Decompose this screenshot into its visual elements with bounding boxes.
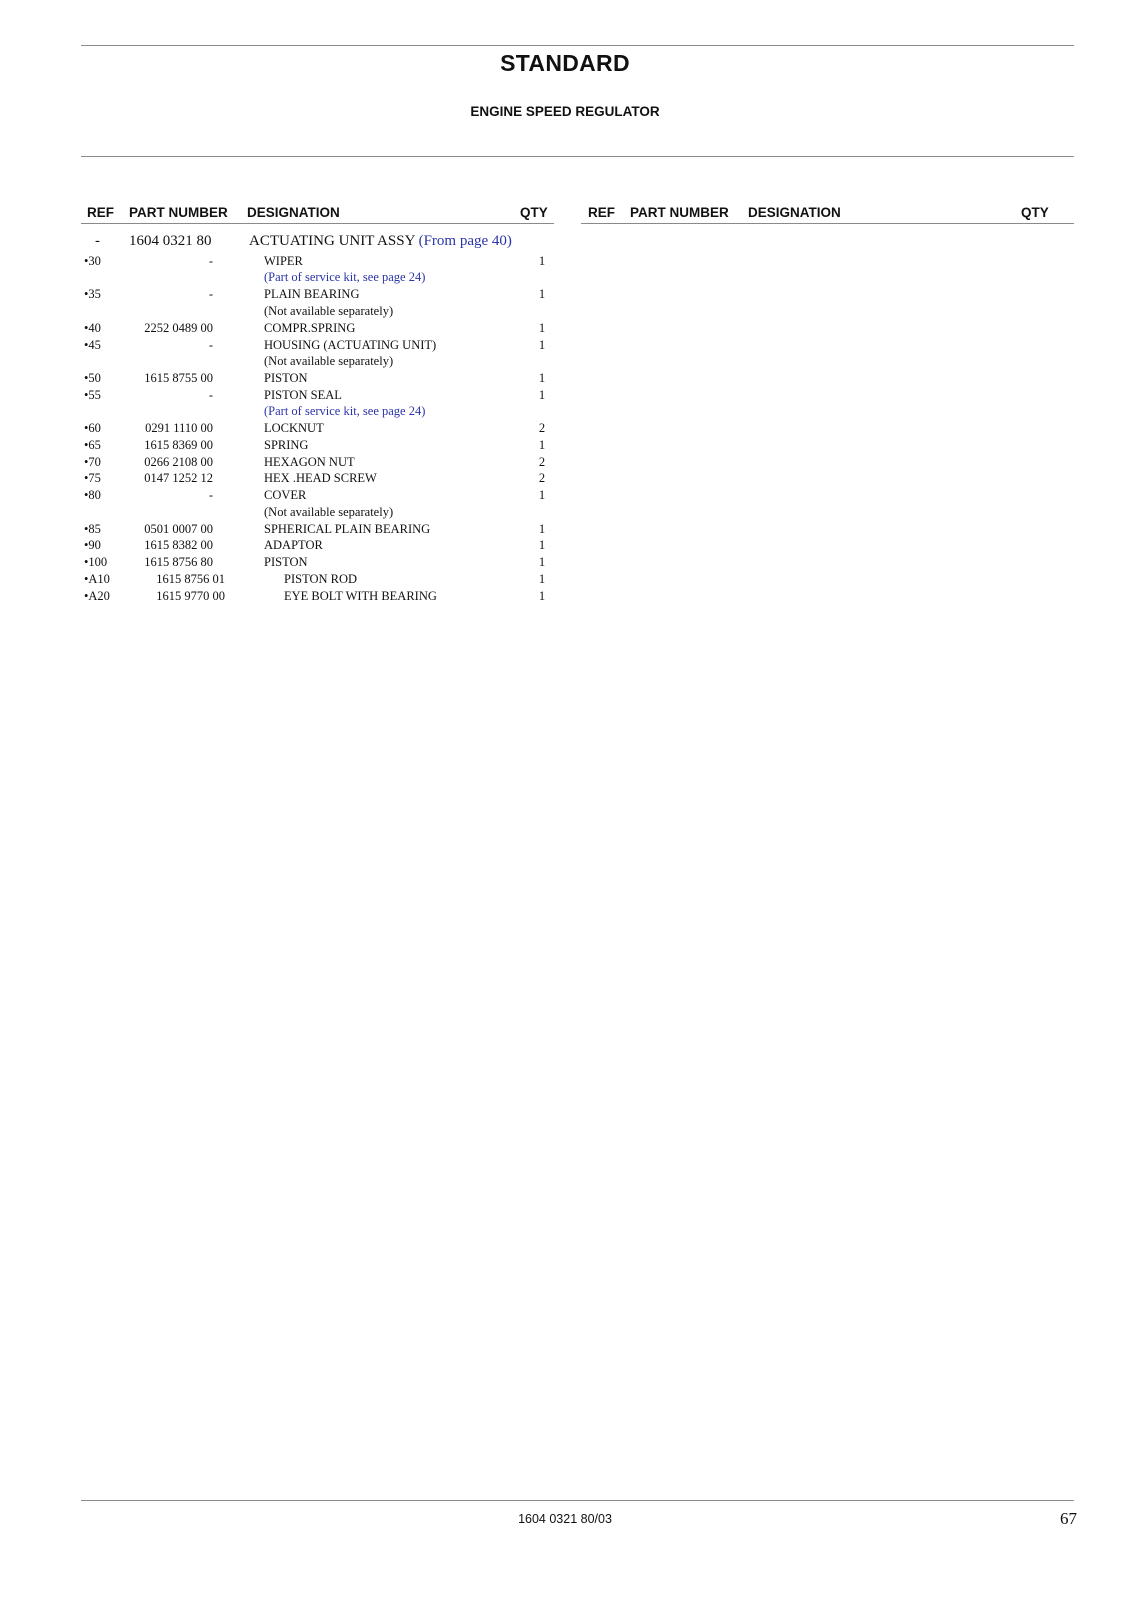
ref-cell: •100 [84,555,108,569]
qty-cell: 1 [538,589,546,603]
ref-cell: •85 [84,522,101,536]
ref-cell: •30 [84,254,101,268]
qty-cell: 1 [538,254,546,268]
page-subtitle: ENGINE SPEED REGULATOR [470,104,660,119]
service-kit-link[interactable]: (Part of service kit, see page 24) [264,404,426,418]
part-number-cell: 0501 0007 00 [144,522,213,536]
ref-cell: •60 [84,421,101,435]
part-number-cell: 1615 8382 00 [144,538,213,552]
ref-cell: •80 [84,488,101,502]
table-row [0,254,1130,271]
qty-cell: 1 [538,555,546,569]
part-number-cell: 1615 8756 01 [156,572,225,586]
ref-cell: •65 [84,438,101,452]
page-number: 67 [1060,1509,1077,1528]
ref-cell: •A20 [84,589,110,603]
designation-cell: SPHERICAL PLAIN BEARING [264,522,431,536]
availability-note: (Not available separately) [264,354,394,368]
qty-cell: 2 [538,455,546,469]
footer-rule [81,1500,1074,1501]
designation-cell: PISTON [264,371,308,385]
table-row [0,522,1130,539]
part-number-cell: 1615 8756 80 [144,555,213,569]
qty-cell: 1 [538,287,546,301]
table-row [0,438,1130,455]
document-code: 1604 0321 80/03 [518,1512,612,1526]
designation-cell: WIPER [264,254,303,268]
col-qty-right: QTY [1021,205,1049,220]
qty-cell: 1 [538,338,546,352]
qty-cell: 1 [538,321,546,335]
availability-note: (Not available separately) [264,505,394,519]
qty-cell: 1 [538,522,546,536]
col-designation-left: DESIGNATION [247,205,340,220]
ref-cell: •50 [84,371,101,385]
qty-cell: 2 [538,471,546,485]
designation-cell: HEXAGON NUT [264,455,355,469]
table-row [0,421,1130,438]
table-row [0,455,1130,472]
designation-cell: HEX .HEAD SCREW [264,471,377,485]
col-ref-left: REF [87,205,114,220]
table-row [0,555,1130,572]
part-number-cell: 0291 1110 00 [145,421,213,435]
table-row [0,371,1130,388]
part-number-cell: - [208,488,213,502]
assembly-ref: - [95,233,100,249]
designation-cell: EYE BOLT WITH BEARING [284,589,437,603]
ref-cell: •70 [84,455,101,469]
designation-cell: LOCKNUT [264,421,324,435]
page-title: STANDARD [500,50,630,76]
designation-cell: COVER [264,488,307,502]
table-row [0,471,1130,488]
ref-cell: •75 [84,471,101,485]
qty-cell: 1 [538,388,546,402]
part-number-cell: 1615 9770 00 [156,589,225,603]
designation-cell: PISTON ROD [284,572,358,586]
ref-cell: •A10 [84,572,110,586]
designation-cell: COMPR.SPRING [264,321,356,335]
assembly-designation-text: ACTUATING UNIT ASSY [249,233,415,249]
table-row [0,388,1130,405]
ref-cell: •40 [84,321,101,335]
ref-cell: •55 [84,388,101,402]
availability-note: (Not available separately) [264,304,394,318]
ref-cell: •45 [84,338,101,352]
col-qty-left: QTY [520,205,548,220]
part-number-cell: - [208,287,213,301]
col-ref-right: REF [588,205,615,220]
designation-cell: ADAPTOR [264,538,323,552]
designation-cell: SPRING [264,438,309,452]
table-row [0,538,1130,555]
designation-cell: PISTON [264,555,308,569]
designation-cell: PISTON SEAL [264,388,342,402]
assembly-part-number: 1604 0321 80 [129,233,212,249]
table-row [0,572,1130,589]
col-part-number-right: PART NUMBER [630,205,729,220]
part-number-cell: - [208,254,213,268]
qty-cell: 1 [538,488,546,502]
part-number-cell: 2252 0489 00 [144,321,213,335]
col-part-number-left: PART NUMBER [129,205,228,220]
part-number-cell: 0266 2108 00 [144,455,213,469]
ref-cell: •35 [84,287,101,301]
qty-cell: 1 [538,371,546,385]
part-number-cell: 1615 8369 00 [144,438,213,452]
part-number-cell: 0147 1252 12 [144,471,213,485]
qty-cell: 1 [538,538,546,552]
designation-cell: PLAIN BEARING [264,287,360,301]
part-number-cell: - [208,338,213,352]
col-designation-right: DESIGNATION [748,205,841,220]
designation-cell: HOUSING (ACTUATING UNIT) [264,338,437,352]
part-number-cell: - [208,388,213,402]
assembly-page-link[interactable]: (From page 40) [418,233,512,249]
service-kit-link[interactable]: (Part of service kit, see page 24) [264,270,426,284]
table-row [0,589,1130,606]
table-row [0,321,1130,338]
table-row [0,287,1130,304]
table-row [0,338,1130,355]
table-row [0,488,1130,505]
ref-cell: •90 [84,538,101,552]
part-number-cell: 1615 8755 00 [144,371,213,385]
qty-cell: 1 [538,572,546,586]
qty-cell: 1 [538,438,546,452]
qty-cell: 2 [538,421,546,435]
